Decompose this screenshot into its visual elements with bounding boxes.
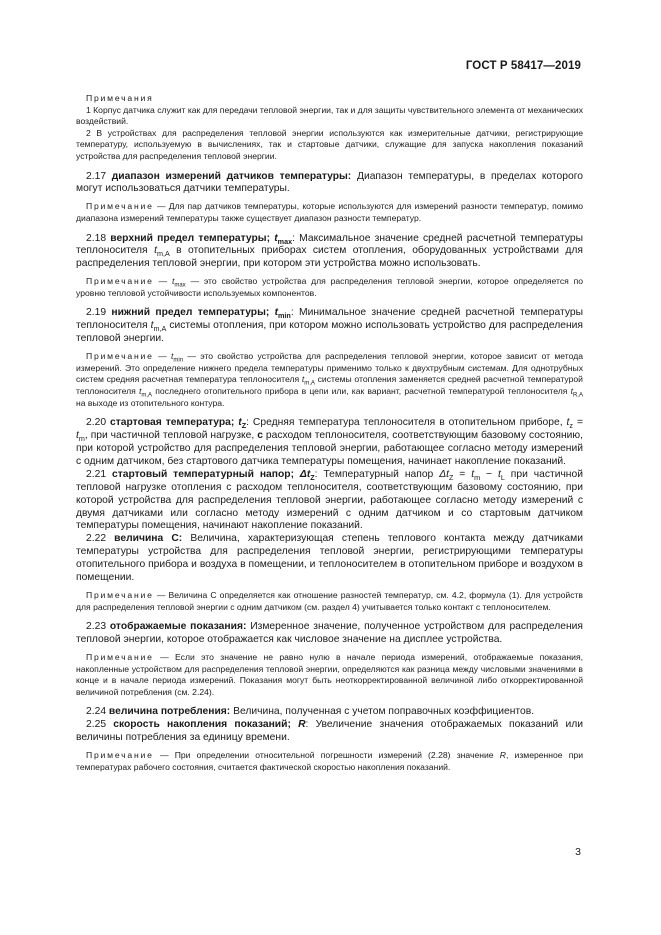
clause-number: 2.22 <box>86 533 107 545</box>
term: нижний предел температуры; <box>111 307 275 319</box>
notes-title: Примечания <box>86 93 154 103</box>
note-text: — Величина C определяется как отношение разностей температур, см. 4.2, формула (1). Для устройств для распределения тепловой энергии с одним датчиком (см. раздел 4) учитывается только контакт с теплоносителем. <box>76 589 583 612</box>
term: стартовая температура; <box>110 417 239 429</box>
clause-number: 2.21 <box>86 468 107 480</box>
note-2-22 <box>76 590 583 613</box>
clause-number: 2.25 <box>86 719 107 731</box>
note-2-25: Примечание — При определении относительной погрешности измерений (2.28) значение R, измеренное при температурах рабочего состояния, считается фактической скоростью накопления показаний. <box>76 750 583 772</box>
symbol: R <box>298 719 306 731</box>
note-2-17 <box>76 201 583 224</box>
note-label: Примечание <box>86 750 154 761</box>
clause-number: 2.18 <box>86 232 107 244</box>
page-content <box>76 93 583 773</box>
clause-number: 2.19 <box>86 307 107 319</box>
definition-text: Величина, полученная с учетом поправочных коэффициентов. <box>233 706 535 718</box>
symbol-subscript: Z <box>241 421 247 431</box>
definition-2-23 <box>76 621 583 647</box>
note-label: Примечание <box>86 201 154 212</box>
symbol: Δt <box>299 468 311 480</box>
note-2-19: Примечание — $t_{min}$ — это свойство устройства для распределения тепловой энергии, которое зависит от метода измерений. Это определение нижнего предела температуры применимо только к двухтрубным системам. Для однотрубных систем средняя расчетная температура теплоносителя $t_{m,A}$ системы отопления заменяется средней расчетной температурой теплоносителя $t_{m,A}$ последнего отопительного прибора в цепи или, как вариант, расчетной температурой теплоносителя $t_{R,A}$ на выходе из отопительного контура. <box>76 351 583 408</box>
definition-2-19: 2.19 нижний предел температуры; $t_{min}$: Минимальное значение средней расчетной температуры теплоносителя $t_{m,A}$ системы отопления, при котором можно использовать устройство для распределения тепловой энергии. <box>76 307 583 345</box>
definition-2-18: 2.18 верхний предел температуры; $t_{max}$: Максимальное значение средней расчетной температуры теплоносителя $t_{m,A}$ в отопительных приборах систем отопления, оборудованных устройствами для распределения тепловой энергии, при котором эти устройства можно использовать. <box>76 232 584 270</box>
clause-number: 2.23 <box>86 621 107 633</box>
term: величина потребления: <box>108 706 231 718</box>
symbol-subscript: Z <box>310 472 315 482</box>
note-label: Примечание <box>86 276 154 287</box>
clause-number: 2.24 <box>86 706 107 718</box>
note-label: Примечание <box>86 651 154 662</box>
definition-text: Величина, характеризующая степень теплового контакта между датчиками температуры устройства для распределения тепловой энергии, регистрирующими температуры отопительного прибора и воздуха в помещении, и теплоносителем в отопительном приборе и воздухом в помещении. <box>76 533 583 584</box>
term: отображаемые показания: <box>109 621 247 633</box>
clause-number: 2.20 <box>86 417 107 429</box>
term: стартовый температурный напор; <box>111 468 300 480</box>
symbol: t <box>238 417 242 429</box>
note-text: — Если это значение не равно нулю в начале периода измерений, отображаемые показания, накопленные устройством для распределения тепловой энергии, определяются как разница между числовыми значениями в конце и в начале периода измерений. Показания могут быть неоткорректированной величиной либо откорректированной величиной потребления (см. 2.24). <box>76 651 583 697</box>
definition-text: : Увеличение значения отображаемых показаний или величины потребления за единицу времени. <box>76 719 583 744</box>
note-2-23 <box>76 652 583 698</box>
definition-2-24 <box>76 706 583 719</box>
page-number: 3 <box>575 846 581 858</box>
symbol-subscript: min <box>278 311 291 321</box>
definition-text: Диапазон температуры, в пределах которого могут использоваться датчики температуры. <box>76 170 583 195</box>
definition-2-17 <box>76 171 583 197</box>
definition-2-22 <box>76 533 583 585</box>
definition-text: Измеренное значение, полученное устройством для распределения тепловой энергии, которое отображается как числовое значение на дисплее устройства. <box>76 621 583 646</box>
note-label: Примечание <box>86 589 154 600</box>
note-item-1: 1 Корпус датчика служит как для передачи тепловой энергии, так и для защиты чувствительного элемента от механических воздействий. <box>76 104 583 127</box>
term: верхний предел температуры; <box>110 232 275 244</box>
note-text: — Для пар датчиков температуры, которые используются для измерений разности температур, помимо диапазона измерений температуры также существует диапазон разности температур. <box>76 201 584 223</box>
definition-2-25 <box>76 719 583 745</box>
symbol: t <box>274 232 278 244</box>
symbol-subscript: max <box>277 236 293 246</box>
term: величина C: <box>114 533 183 545</box>
definition-2-21: 2.21 стартовый температурный напор; $\Delta t_Z$: Температурный напор $\Delta t_Z = t_m - t_L$ при частичной тепловой нагрузке отопления с расходом теплоносителя, соответствующим базовому состоянию, при которой устройства для распределения тепловой энергии, работающее согласно методу измерений с двумя датчиками или согласно методу измерений с одним датчиком и со стартовым датчиком температуры помещения, начинают накопление показаний. <box>76 468 583 532</box>
symbol: t <box>274 307 279 319</box>
note-item-2: 2 В устройствах для распределения тепловой энергии используются как измерительные датчики, регистрирующие температуру, используемую в вычислениях, так и стартовые датчики, служащие для запуска накопления показаний устройства для распределения тепловой энергии. <box>76 127 583 161</box>
definition-2-20: 2.20 стартовая температура; $t_Z$: Средняя температура теплоносителя в отопительном приборе, $t_z = t_m$, при частичной тепловой нагрузке, c расходом теплоносителя, соответствующим базовому состоянию, при которой устройство для распределения тепловой энергии, работающее согласно методу измерений с одним датчиком, без стартового датчика температуры помещения, начинает накопление показаний. <box>76 417 584 467</box>
term: диапазон измерений датчиков температуры: <box>111 170 352 182</box>
clause-number: 2.17 <box>86 170 107 182</box>
term: скорость накопления показаний; <box>113 719 299 731</box>
standard-header: ГОСТ Р 58417—2019 <box>465 60 581 72</box>
note-2-18: Примечание — $t_{max}$ — это свойство устройства для распределения тепловой энергии, которое определяется по уровню тепловой устойчивости используемых компонентов. <box>76 276 584 298</box>
note-label: Примечание <box>86 351 154 362</box>
